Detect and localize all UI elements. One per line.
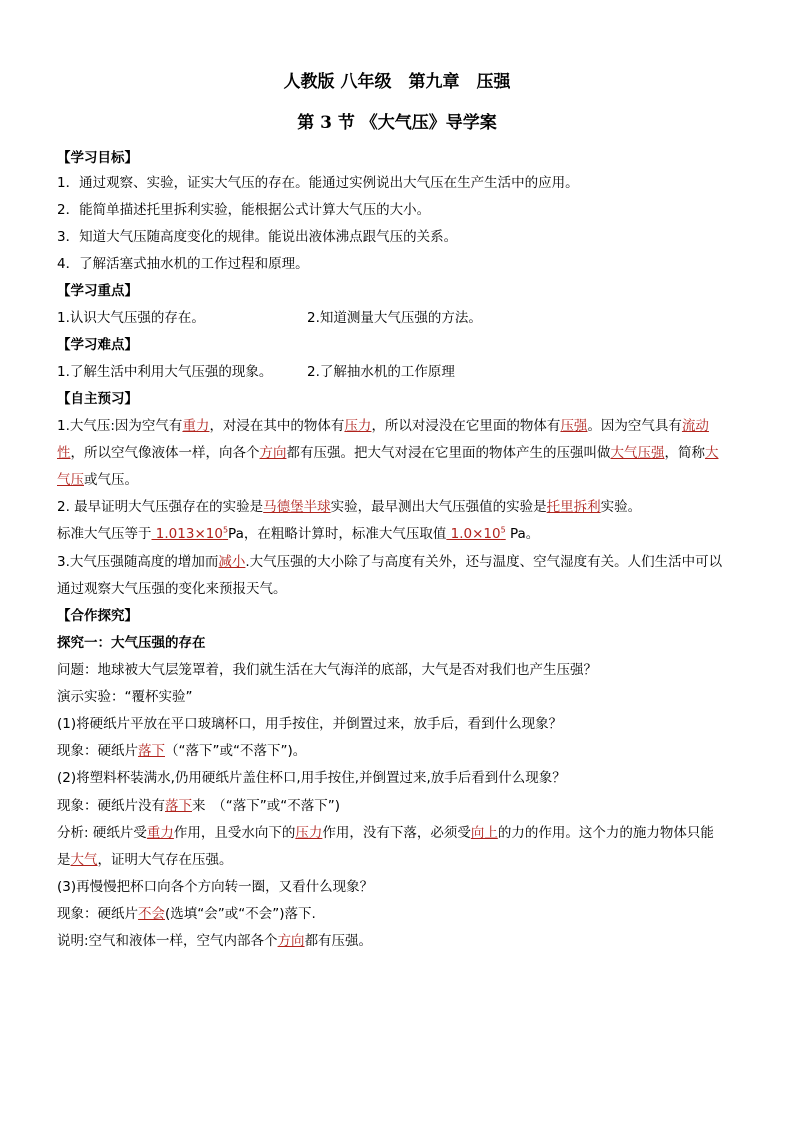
text: 标准大气压等于 — [57, 526, 152, 542]
observation-2 — [57, 797, 747, 815]
answer-blank: 压力 — [295, 825, 323, 841]
preview-paragraph-5: 通过观察大气压强的变化来预报天气。 — [57, 581, 287, 597]
answer-blank: 方向 — [277, 933, 305, 949]
answer-blank: 减小 — [218, 554, 246, 570]
page-title: 人教版 八年级 第九章 压强 — [283, 72, 511, 92]
answer-blank: 方向 — [259, 445, 287, 461]
text: 或气压。 — [84, 472, 138, 488]
text: 2. 最早证明大气压强存在的实验是 — [57, 499, 264, 515]
goal-item: 4．了解活塞式抽水机的工作过程和原理。 — [57, 256, 309, 272]
answer-blank: 重力 — [182, 418, 210, 434]
text: ，对浸在其中的物体有 — [209, 418, 345, 434]
answer-blank: 重力 — [146, 825, 174, 841]
text: 现象：硬纸片 — [57, 906, 138, 922]
step-2: (2)将塑料杯装满水,仍用硬纸片盖住杯口,用手按住,并倒置过来,放手后看到什么现象？ — [57, 770, 566, 786]
text: 1.大气压:因为空气有 — [57, 418, 183, 434]
answer-blank: 托里拆利 — [546, 499, 601, 515]
key-heading: 【学习重点】 — [57, 283, 138, 299]
answer-blank: 气压 — [57, 472, 84, 488]
text: ，所以空气像液体一样，向各个 — [70, 445, 260, 461]
answer-blank — [152, 526, 229, 542]
preview-paragraph-1 — [57, 417, 747, 435]
answer-blank: 流动 — [681, 418, 709, 434]
difficulty-item: 1.了解生活中利用大气压强的现象。 — [57, 364, 273, 380]
step-1: (1)将硬纸片平放在平口玻璃杯口，用手按住，并倒置过来，放手后，看到什么现象？ — [57, 716, 563, 732]
difficulty-item: 2.了解抽水机的工作原理 — [307, 364, 455, 380]
text: 分析: 硬纸片受 — [57, 825, 147, 841]
answer-blank: 压力 — [344, 418, 372, 434]
step-3: (3)再慢慢把杯口向各个方向转一圈，又看什么现象？ — [57, 879, 374, 895]
preview-paragraph-4 — [57, 553, 747, 571]
explore-question: 问题：地球被大气层笼罩着，我们就生活在大气海洋的底部，大气是否对我们也产生压强？ — [57, 662, 597, 678]
answer-blank: 落下 — [165, 798, 192, 814]
key-item: 1.认识大气压强的存在。 — [57, 310, 205, 326]
explore-subheading: 探究一：大气压强的存在 — [57, 635, 206, 651]
exponent: 5 — [222, 525, 229, 535]
observation-1 — [57, 742, 747, 760]
preview-paragraph-1-cont — [57, 444, 747, 462]
answer-blank: 不会 — [138, 906, 165, 922]
text: 都有压强。 — [304, 933, 373, 949]
value: 1.013×10 — [151, 526, 223, 542]
difficulty-heading: 【学习难点】 — [57, 337, 138, 353]
explanation — [57, 932, 747, 950]
answer-blank: 马德堡半球 — [263, 499, 331, 515]
answer-blank — [446, 526, 505, 542]
text: 作用，且受水向下的 — [173, 825, 296, 841]
explore-heading: 【合作探究】 — [57, 608, 138, 624]
observation-3 — [57, 905, 747, 923]
goal-item: 3．知道大气压随高度变化的规律。能说出液体沸点跟气压的关系。 — [57, 229, 458, 245]
text: 作用，没有下落，必须受 — [322, 825, 471, 841]
value: 1.0×10 — [446, 526, 501, 542]
text: ，证明大气存在压强。 — [97, 852, 233, 868]
key-item: 2.知道测量大气压强的方法。 — [307, 310, 482, 326]
text: 说明:空气和液体一样，空气内部各个 — [57, 933, 278, 949]
answer-blank: 向上 — [470, 825, 498, 841]
page-subtitle: 第 3 节 《大气压》导学案 — [297, 113, 497, 133]
key-items — [57, 309, 747, 327]
exponent: 5 — [500, 525, 506, 535]
demo-title: 演示实验：“覆杯实验” — [57, 689, 193, 705]
answer-blank: 大 — [705, 445, 719, 461]
answer-blank: 压强 — [560, 418, 588, 434]
text: 3.大气压强随高度的增加而 — [57, 554, 219, 570]
preview-paragraph-3 — [57, 525, 747, 543]
goal-item: 2．能简单描述托里拆利实验，能根据公式计算大气压的大小。 — [57, 202, 431, 218]
text: ，简称 — [664, 445, 705, 461]
text: (选填“会”或“不会”)落下. — [165, 906, 316, 922]
text: 实验，最早测出大气压强值的实验是 — [330, 499, 547, 515]
text: ，所以对浸没在它里面的物体有 — [371, 418, 561, 434]
text: 。因为空气具有 — [587, 418, 682, 434]
text: 的力的作用。这个力的施力物体只能 — [497, 825, 714, 841]
difficulty-items — [57, 363, 747, 381]
answer-blank: 性 — [57, 445, 71, 461]
text: （“落下”或“不落下”)。 — [165, 743, 307, 759]
preview-heading: 【自主预习】 — [57, 391, 138, 407]
text: 现象：硬纸片没有 — [57, 798, 165, 814]
answer-blank: 大气 — [70, 852, 98, 868]
text: .大气压强的大小除了与高度有关外，还与温度、空气湿度有关。人们生活中可以 — [245, 554, 723, 570]
text: 都有压强。把大气对浸在它里面的物体产生的压强叫做 — [286, 445, 611, 461]
text: 是 — [57, 852, 71, 868]
preview-paragraph-2 — [57, 498, 747, 516]
text: 实验。 — [600, 499, 642, 515]
analysis — [57, 824, 747, 842]
goals-heading: 【学习目标】 — [57, 150, 138, 166]
text: Pa，在粗略计算时，标准大气压取值 — [228, 526, 447, 542]
text: Pa。 — [505, 526, 540, 542]
answer-blank: 大气压强 — [610, 445, 665, 461]
preview-paragraph-1-end — [57, 471, 747, 489]
analysis-cont — [57, 851, 747, 869]
text: 现象：硬纸片 — [57, 743, 138, 759]
answer-blank: 落下 — [138, 743, 165, 759]
goal-item: 1．通过观察、实验，证实大气压的存在。能通过实例说出大气压在生产生活中的应用。 — [57, 175, 579, 191]
text: 来 （“落下”或“不落下”) — [192, 798, 340, 814]
